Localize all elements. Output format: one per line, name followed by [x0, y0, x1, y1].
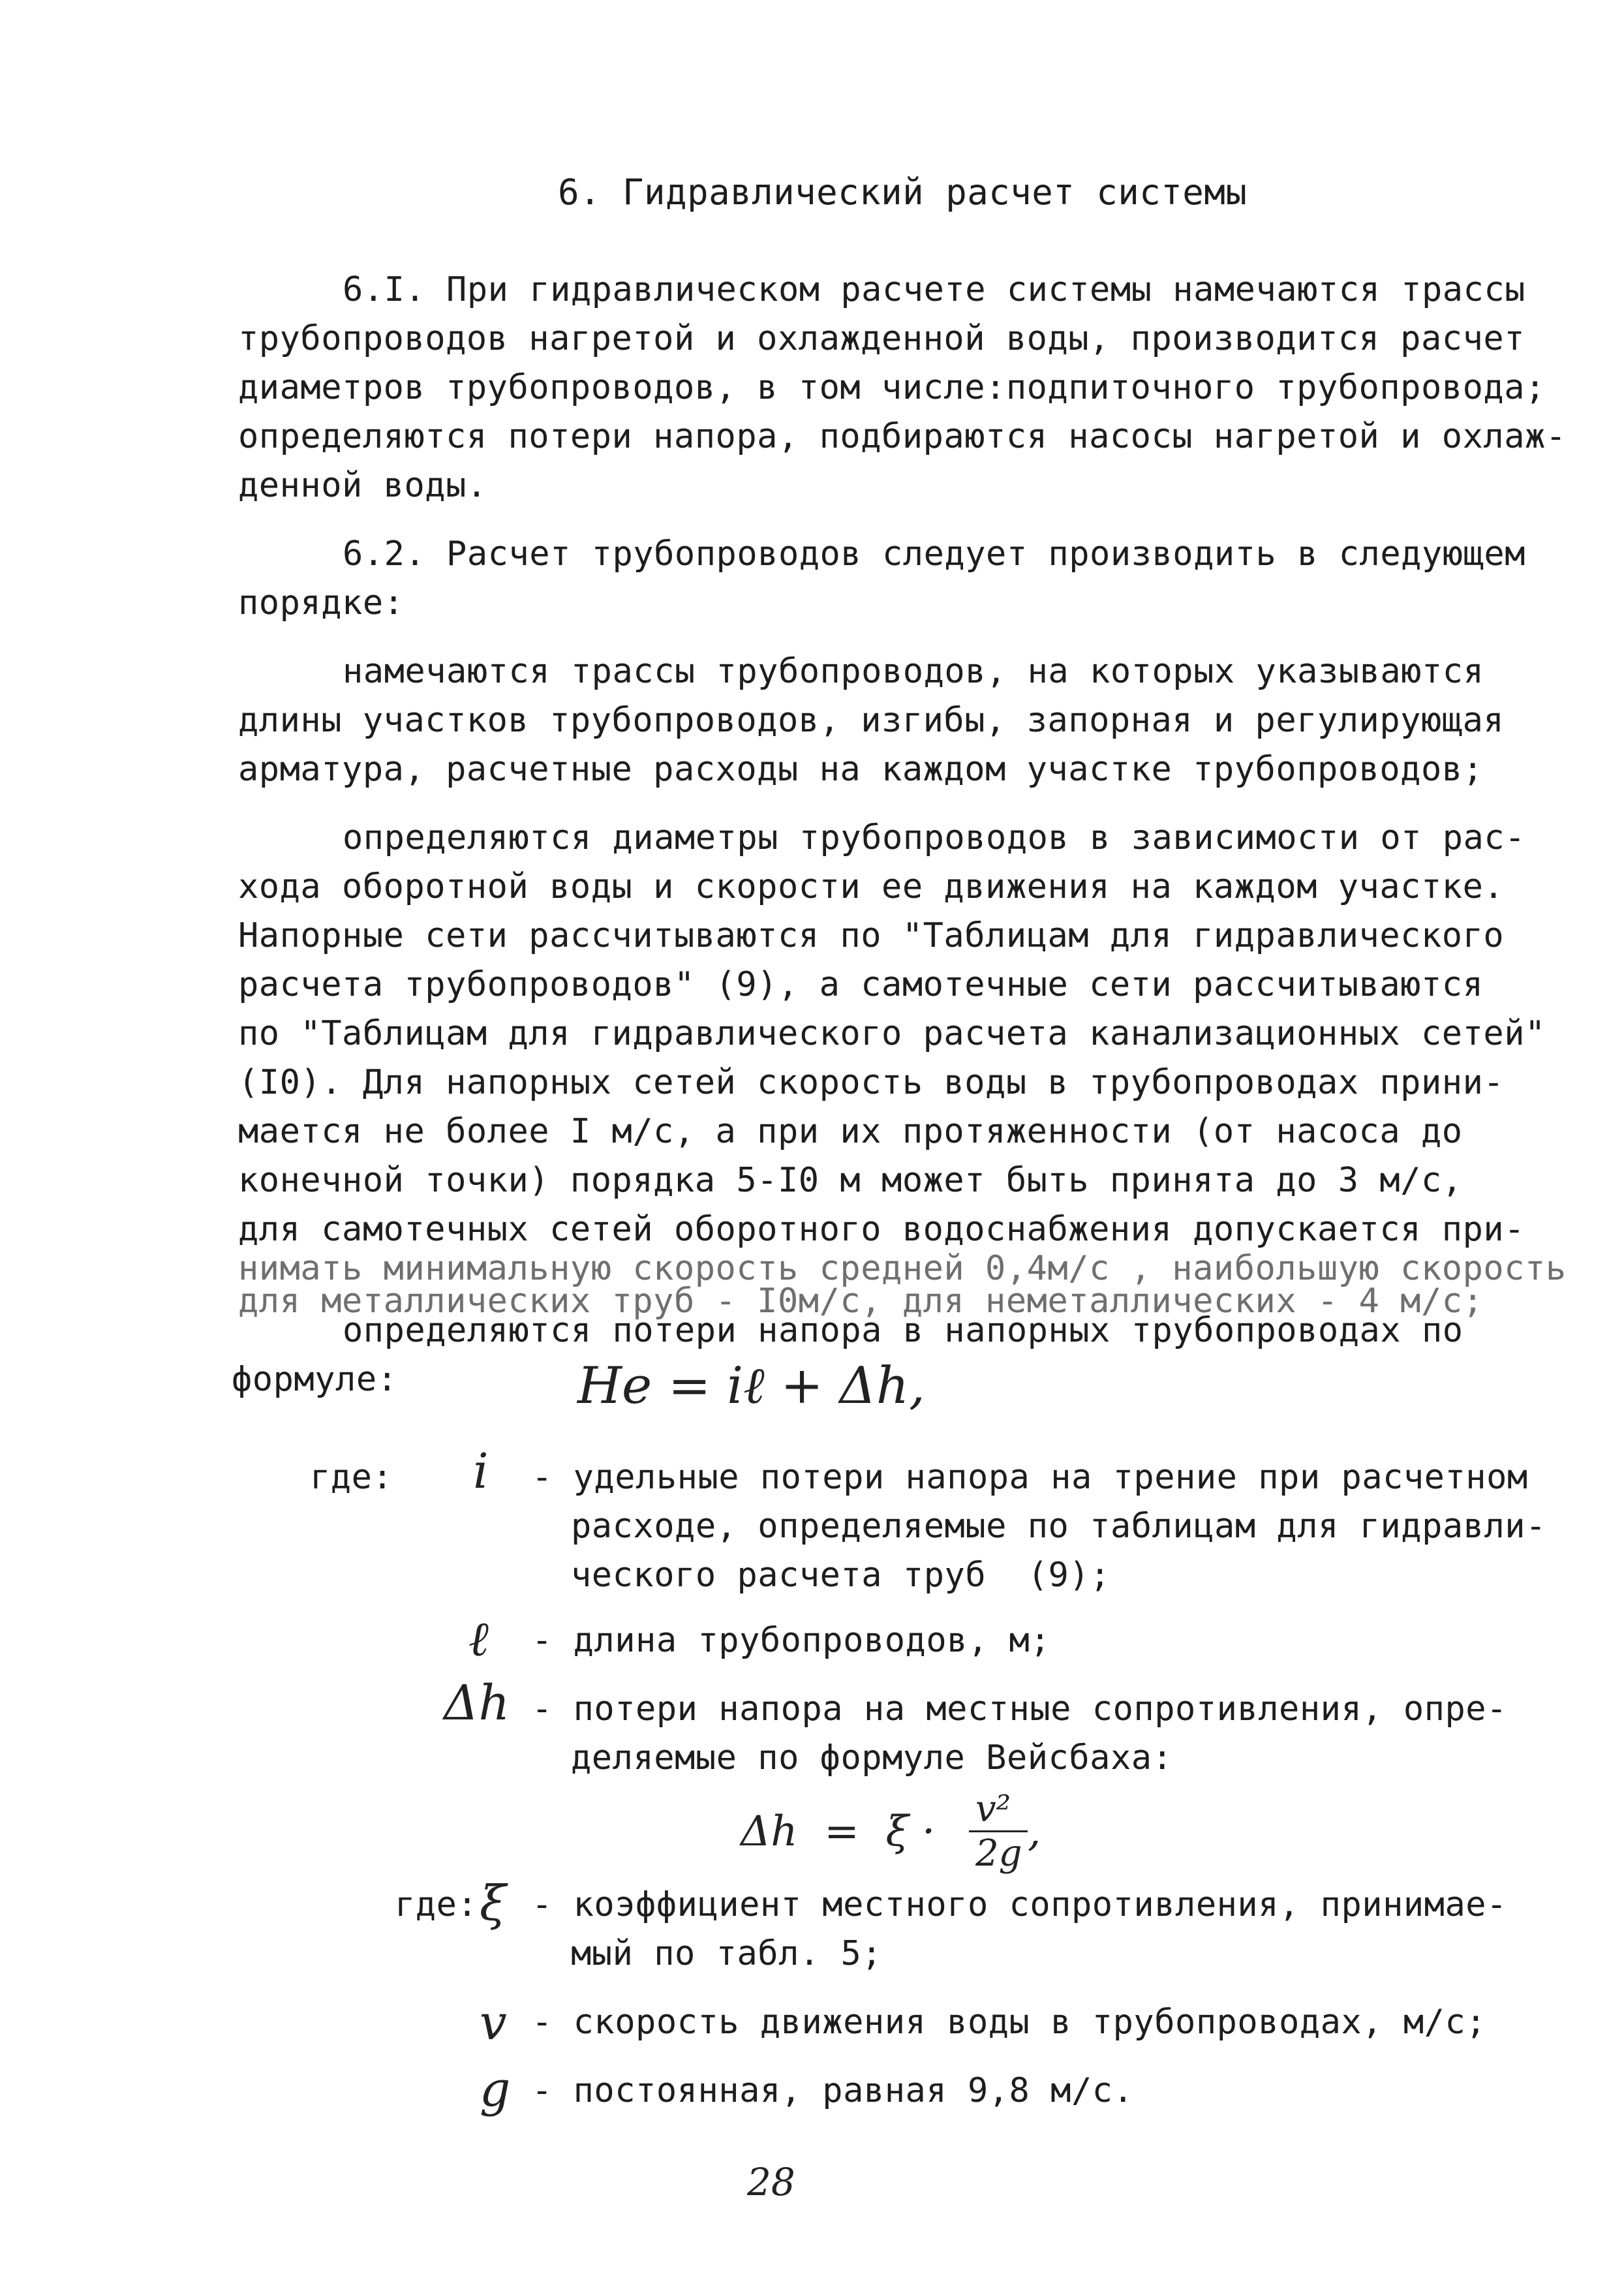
where-label-2: где: — [395, 1885, 478, 1924]
paragraph-6-1-line-1: 6.I. При гидравлическом расчете системы намечаются трассы — [343, 270, 1525, 309]
paragraph-diameters-line-4: расчета трубопроводов" (9), а самотечные сети рассчитываются — [238, 965, 1484, 1004]
paragraph-diameters-line-5: по "Таблицам для гидравлического расчета канализационных сетей" — [238, 1014, 1546, 1053]
paragraph-6-1-line-2: трубопроводов нагретой и охлажденной воды, производится расчет — [238, 319, 1525, 358]
paragraph-diameters-line-3: Напорные сети рассчитываются по "Таблицам для гидравлического — [238, 916, 1505, 955]
paragraph-diameters-line-7: мается не более I м/с, а при их протяженности (от насоса до — [238, 1112, 1463, 1151]
symbol-g: g — [480, 2061, 511, 2117]
def-v-line-1: - скорость движения воды в трубопроводах, м/с; — [532, 2003, 1487, 2042]
symbol-v: v — [480, 1995, 507, 2051]
paragraph-routes-line-1: намечаются трассы трубопроводов, на которых указываются — [343, 652, 1484, 691]
where-label-1: где: — [310, 1458, 393, 1497]
symbol-i: i — [473, 1443, 489, 1500]
def-i-line-3: ческого расчета труб (9); — [571, 1556, 1111, 1595]
def-l-line-1: - длина трубопроводов, м; — [532, 1621, 1051, 1660]
paragraph-head-loss-line-2: формуле: — [232, 1360, 398, 1399]
paragraph-6-1-line-3: диаметров трубопроводов, в том числе:подпиточного трубопровода; — [238, 368, 1546, 407]
page-number: 28 — [747, 2160, 795, 2204]
paragraph-routes-line-2: длины участков трубопроводов, изгибы, запорная и регулирующая — [238, 701, 1505, 740]
def-g-line-1: - постоянная, равная 9,8 м/с. — [532, 2071, 1134, 2110]
formula-weisbach-numerator: v² — [975, 1788, 1011, 1830]
formula-weisbach-denominator: 2g — [975, 1832, 1022, 1875]
paragraph-6-2-line-2: порядке: — [238, 583, 405, 623]
def-xi-line-1: - коэффициент местного сопротивления, принимае- — [532, 1885, 1507, 1924]
paragraph-diameters-line-2: хода оборотной воды и скорости ее движения на каждом участке. — [238, 867, 1505, 906]
paragraph-diameters-line-8: конечной точки) порядка 5-I0 м может быть принята до 3 м/с, — [238, 1161, 1463, 1200]
def-xi-line-2: мый по табл. 5; — [571, 1934, 883, 1973]
paragraph-diameters-line-9: для самотечных сетей оборотного водоснабжения допускается при- — [238, 1210, 1525, 1249]
paragraph-6-1-line-5: денной воды. — [238, 466, 487, 505]
paragraph-6-2-line-1: 6.2. Расчет трубопроводов следует производить в следующем — [343, 534, 1525, 574]
paragraph-diameters-line-1: определяются диаметры трубопроводов в зависимости от рас- — [343, 818, 1525, 857]
symbol-xi: ξ — [480, 1875, 506, 1931]
paragraph-diameters-line-11: для металлических труб - I0м/с, для неметаллических - 4 м/с; — [238, 1282, 1484, 1321]
symbol-delta-h: Δh — [444, 1675, 510, 1731]
paragraph-routes-line-3: арматура, расчетные расходы на каждом участке трубопроводов; — [238, 750, 1484, 789]
paragraph-6-1-line-4: определяются потери напора, подбираются насосы нагретой и охлаж- — [238, 417, 1567, 456]
paragraph-head-loss-line-1: определяются потери напора в напорных трубопроводах по — [343, 1311, 1463, 1350]
def-dh-line-1: - потери напора на местные сопротивления, опре- — [532, 1689, 1507, 1729]
paragraph-diameters-line-6: (I0). Для напорных сетей скорость воды в трубопроводах прини- — [238, 1063, 1505, 1102]
section-title: 6. Гидравлический расчет системы — [558, 172, 1248, 213]
formula-weisbach-comma: , — [1028, 1808, 1041, 1856]
def-i-line-2: расходе, определяемые по таблицам для гидравли- — [571, 1507, 1546, 1546]
formula-weisbach-lhs: Δh = ξ · — [741, 1808, 936, 1856]
def-dh-line-2: деляемые по формуле Вейсбаха: — [571, 1738, 1173, 1777]
def-i-line-1: - удельные потери напора на трение при расчетном — [532, 1458, 1528, 1497]
paragraph-diameters-line-10: нимать минимальную скорость средней 0,4м/с , наибольшую скорость — [238, 1249, 1567, 1288]
formula-head-loss: He = iℓ + Δh, — [577, 1357, 925, 1415]
formula-weisbach — [741, 1788, 1067, 1889]
symbol-l: ℓ — [468, 1611, 489, 1667]
